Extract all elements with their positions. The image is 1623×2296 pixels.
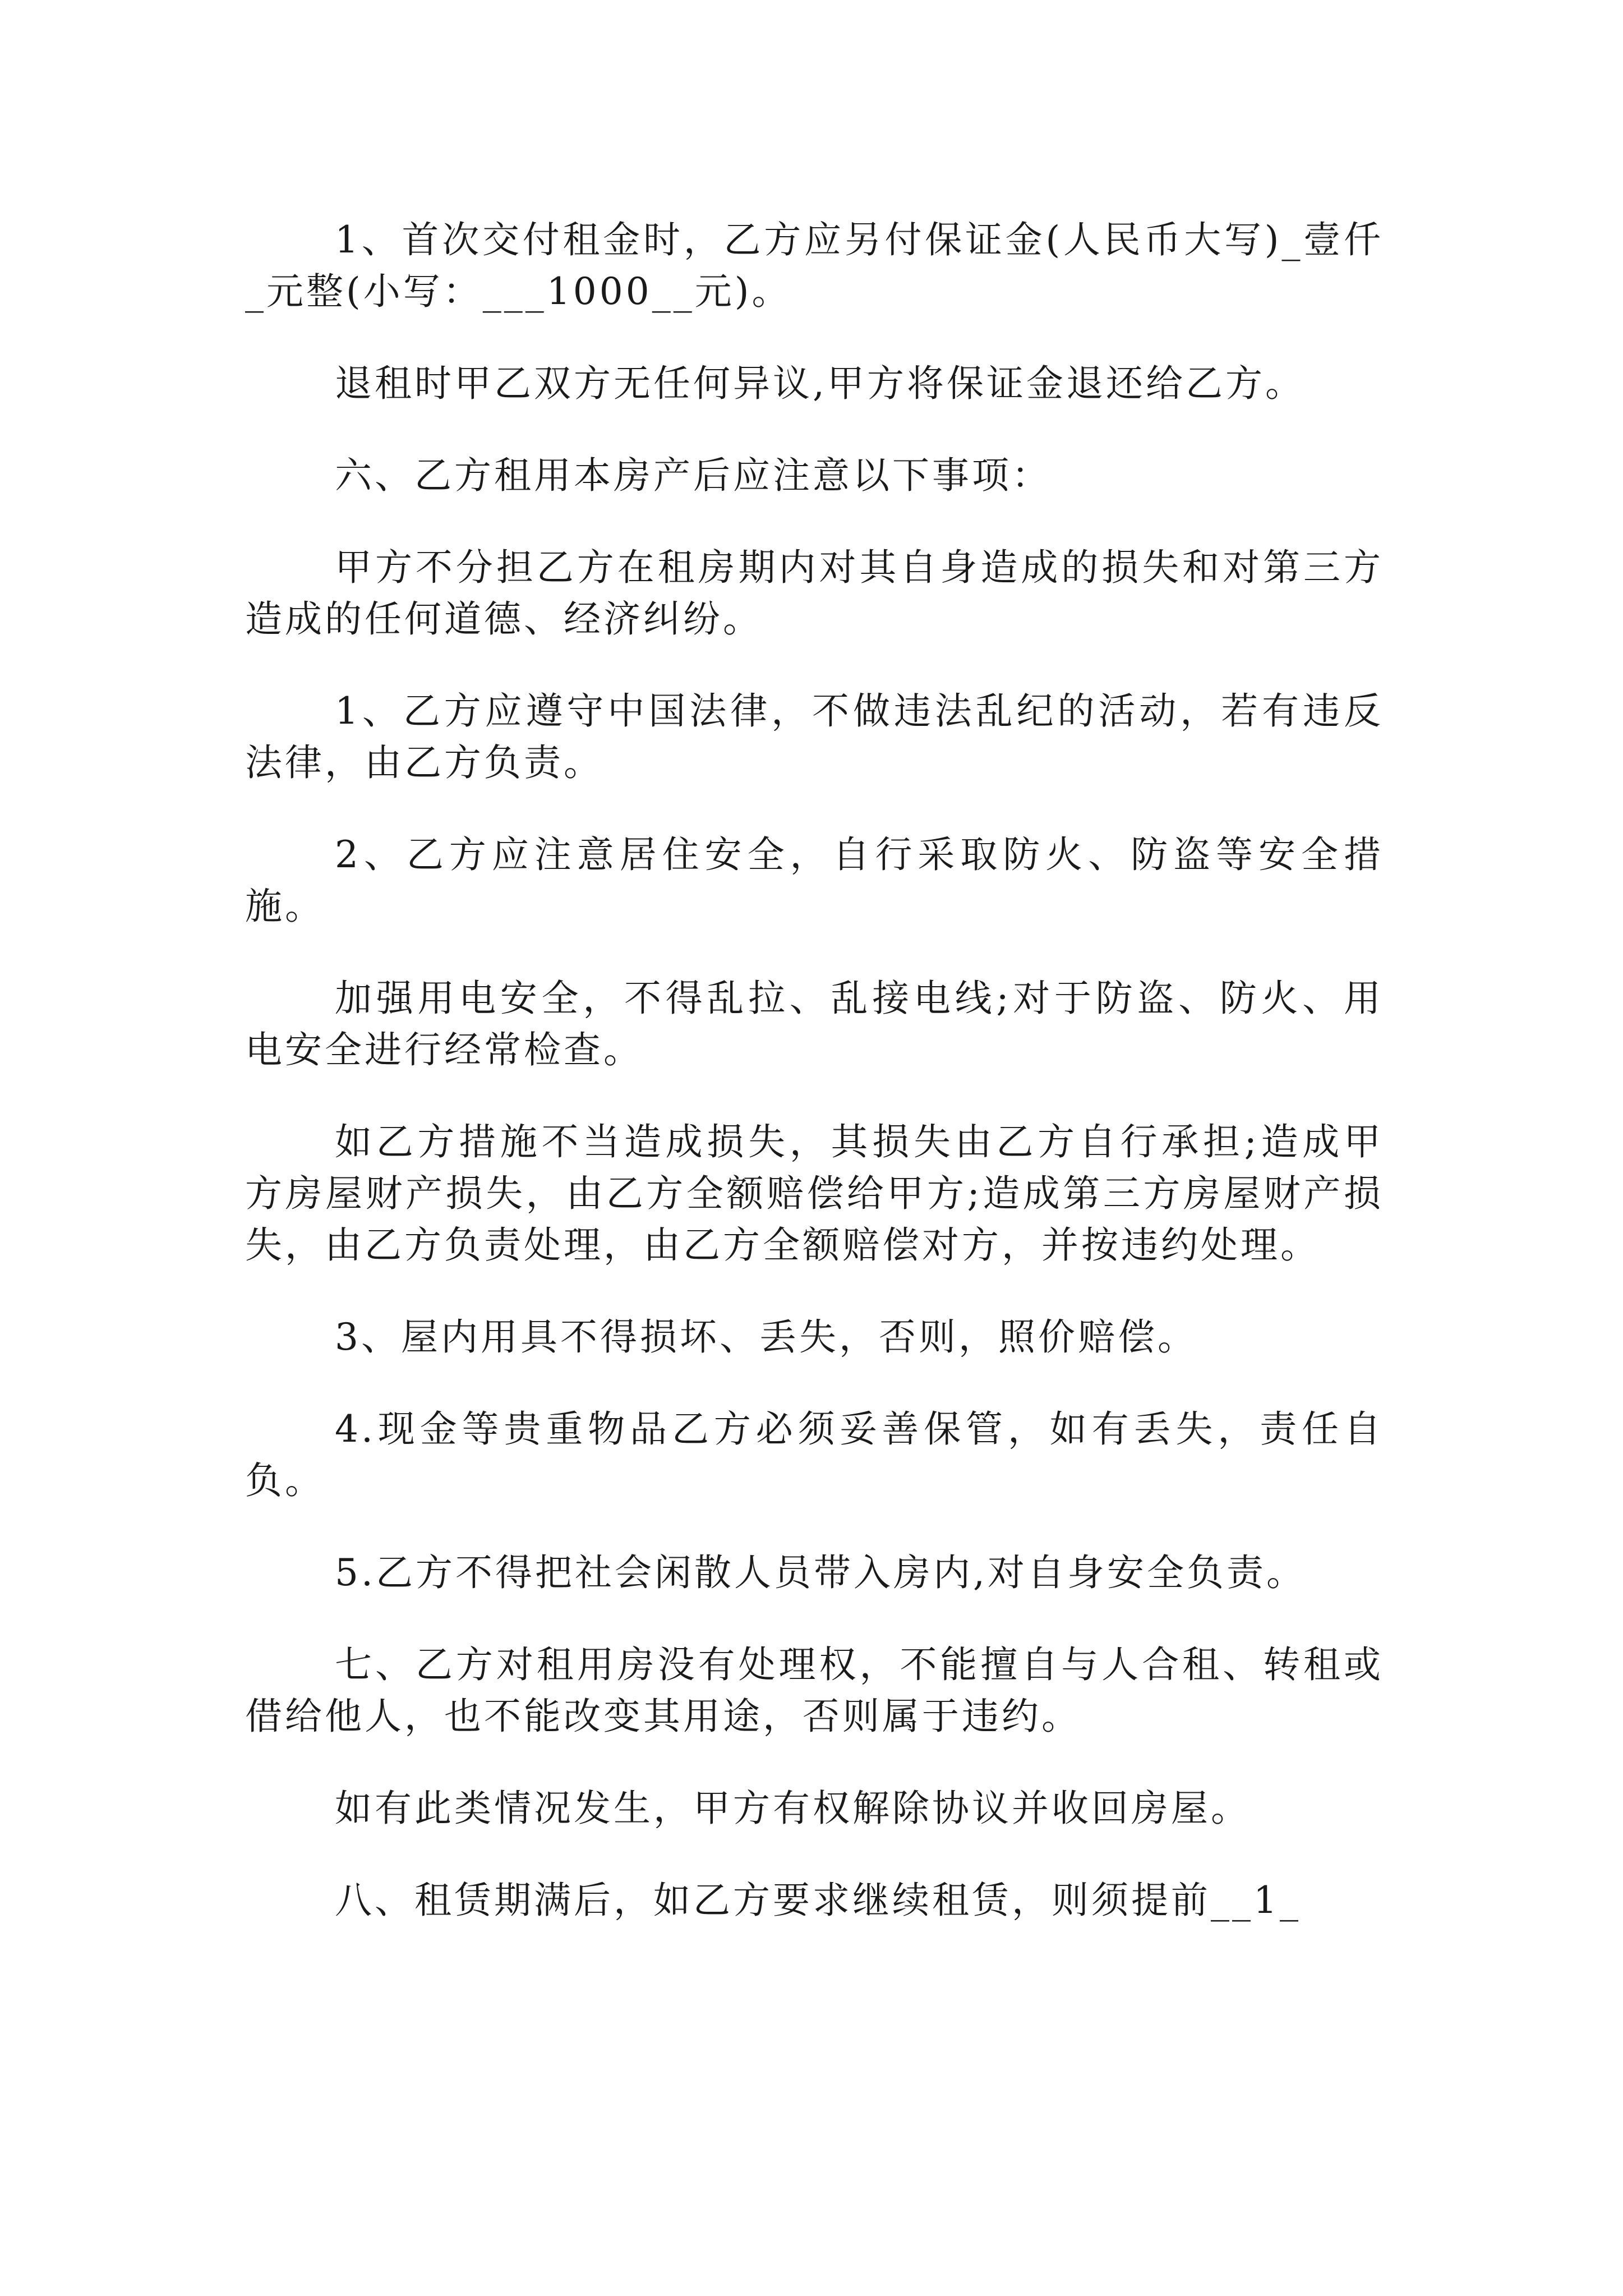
- paragraph-outsiders: 5.乙方不得把社会闲散人员带入房内,对自身安全负责。: [335, 1551, 1306, 1594]
- paragraph-deposit-amount: 1、首次交付租金时，乙方应另付保证金(人民币大写)_壹仟_元整(小写：___1000__元)。: [245, 218, 1384, 313]
- paragraph-obey-law: 1、乙方应遵守中国法律，不做违法乱纪的活动，若有违反法律，由乙方负责。: [245, 689, 1384, 784]
- paragraph-furnishings-damage: 3、屋内用具不得损坏、丢失，否则，照价赔偿。: [335, 1315, 1197, 1359]
- paragraph-residential-safety: 2、乙方应注意居住安全，自行采取防火、防盗等安全措施。: [245, 833, 1384, 928]
- paragraph-valuables: 4.现金等贵重物品乙方必须妥善保管，如有丢失，责任自负。: [245, 1407, 1384, 1502]
- paragraph-section-8-renewal: 八、租赁期满后，如乙方要求继续租赁，则须提前__1_: [335, 1879, 1301, 1922]
- paragraph-liability-disclaimer: 甲方不分担乙方在租房期内对其自身造成的损失和对第三方造成的任何道德、经济纠纷。: [245, 546, 1384, 641]
- paragraph-loss-compensation: 如乙方措施不当造成损失，其损失由乙方自行承担;造成甲方房屋财产损失，由乙方全额赔偿给甲方;造成第三方房屋财产损失，由乙方负责处理，由乙方全额赔偿对方，并按违约处理。: [245, 1120, 1384, 1267]
- paragraph-electrical-safety: 加强用电安全，不得乱拉、乱接电线;对于防盗、防火、用电安全进行经常检查。: [245, 977, 1384, 1071]
- paragraph-section-6-heading: 六、乙方租用本房产后应注意以下事项：: [335, 454, 1052, 497]
- paragraph-termination-right: 如有此类情况发生，甲方有权解除协议并收回房屋。: [335, 1787, 1251, 1830]
- paragraph-deposit-refund: 退租时甲乙双方无任何异议,甲方将保证金退还给乙方。: [335, 362, 1305, 405]
- paragraph-section-7-sublet: 七、乙方对租用房没有处理权，不能擅自与人合租、转租或借给他人，也不能改变其用途，否则属于违约。: [245, 1643, 1384, 1738]
- document-body: [245, 214, 1384, 1967]
